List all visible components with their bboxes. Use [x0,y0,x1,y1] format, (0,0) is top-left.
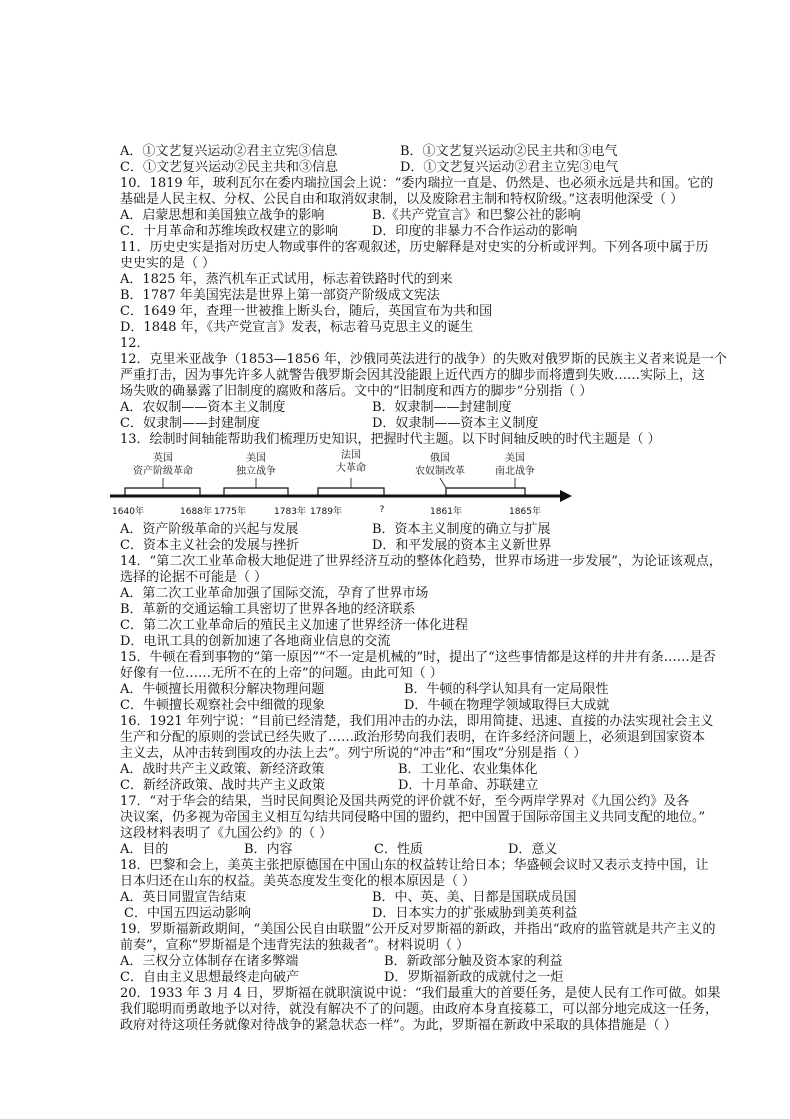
q19-stem-line: 19．罗斯福新政期间，“美国公民自由联盟”公开反对罗斯福的新政，并指出“政府的监管就是共产主义的 [120,922,716,937]
q11-option-a: A．1825 年，蒸汽机车正式试用，标志着铁路时代的到来 [120,272,453,287]
q14-option-c: C．第二次工业革命后的殖民主义加速了世界经济一体化进程 [120,618,468,633]
q17-option-b: B．内容 [244,842,293,857]
q17-stem-line: 17．“对于华会的结果，当时民间舆论及国共两党的评价就不好，至今两岸学界对《九国公约》及各 [120,794,690,809]
event-label-name: 独立战争 [236,466,276,477]
q11-option-c: C．1649 年，查理一世被推上断头台，随后，英国宣布为共和国 [120,304,493,319]
q12-stem-line: 场失败的确暴露了旧制度的腐败和落后。文中的“旧制度和西方的脚步”分别指（ ） [120,384,593,399]
tick-label: 1783年 [274,507,306,517]
q15-option-c: C．牛顿擅长观察社会中细微的现象 [120,698,325,713]
bracket-russia-reform [446,488,525,496]
q10-stem-line: 10．1819 年，玻利瓦尔在委内瑞拉国会上说：“委内瑞拉一直是、仍然是、也必须永远是共和国。它的 [120,176,714,191]
q17-stem-line: 这段材料表明了《九国公约》的（ ） [120,826,333,841]
tick-label: 1865年 [509,507,541,517]
timeline-arrow-icon [560,490,572,502]
q14-option-d: D．电讯工具的创新加速了各地商业信息的交流 [120,634,391,649]
q13-option-b: B．资本主义制度的确立与扩展 [372,522,551,537]
q15-option-b: B．牛顿的科学认知具有一定局限性 [404,682,609,697]
q9-option-a: A．①文艺复兴运动②君主立宪③信息 [120,144,338,159]
q18-option-b: B．中、英、美、日都是国联成员国 [372,890,577,905]
q17-option-c: C．性质 [374,842,423,857]
q11-option-d: D．1848 年，《共产党宣言》发表，标志着马克思主义的诞生 [120,320,474,335]
q19-option-c: C．自由主义思想最终走向破产 [120,970,299,985]
q14-stem-line: 选择的论据不可能是（ ） [120,570,268,585]
q10-stem-line: 基础是人民主权、分权、公民自由和取消奴隶制，以及废除君主制和特权阶级。”这表明他深受（ ） [120,192,684,207]
q14-option-b: B．革新的交通运输工具密切了世界各地的经济联系 [120,602,416,617]
q12-stem-line: 严重打击，因为事先许多人就警告俄罗斯会因其没能跟上近代西方的脚步而将遭到失败……实际上，这 [120,368,706,383]
q15-stem-line: 15．牛顿在看到事物的“第一原因”“不一定是机械的”时，提出了“这些事情都是这样的井井有条……是否 [120,650,716,665]
q16-option-b: B．工业化、农业集体化 [398,762,538,777]
q14-option-a: A．第二次工业革命加强了国际交流，孕育了世界市场 [120,586,429,601]
bracket-english-revolution [125,488,200,496]
q10-option-c: C．十月革命和苏维埃政权建立的影响 [120,224,338,239]
q16-stem-line: 生产和分配的原则的尝试已经失败了……政治形势向我们表明，在许多经济问题上，必须退到国家资本 [120,730,706,745]
q15-option-a: A．牛顿擅长用微积分解决物理问题 [120,682,325,697]
tick-label: 1640年 [112,507,144,517]
event-label-country: 美国 [246,453,266,464]
q16-option-c: C．新经济政策、战时共产主义政策 [120,778,325,793]
q13-option-c: C．资本主义社会的发展与挫折 [120,538,299,553]
event-label-country: 美国 [505,453,525,464]
q19-option-b: B．新政部分触及资本家的利益 [384,954,563,969]
q12-option-a: A．农奴制——资本主义制度 [120,400,286,415]
q18-stem-line: 日本归还在山东的权益。美英态度发生变化的根本原因是（ ） [120,874,476,889]
q10-option-a: A．启蒙思想和美国独立战争的影响 [120,208,325,223]
q17-option-a: A．目的 [120,842,169,857]
q20-stem-line: 政府对待这项任务就像对待战争的紧急状态一样”。为此，罗斯福在新政中采取的具体措施是（ ） [120,1018,677,1033]
q11-option-b: B．1787 年美国宪法是世界上第一部资产阶级成文宪法 [120,288,440,303]
q9-option-d: D．①文艺复兴运动②君主立宪③电气 [400,160,619,175]
q10-option-d: D．印度的非暴力不合作运动的影响 [372,224,578,239]
event-label-name: 大革命 [336,463,366,474]
q17-option-d: D．意义 [508,842,558,857]
q12-stem-line: 12．克里米亚战争（1853—1856 年，沙俄同英法进行的战争）的失败对俄罗斯的民族主义者来说是一个 [120,352,727,367]
q14-stem-line: 14．“第二次工业革命极大地促进了世界经济互动的整体化趋势，世界市场进一步发展”，为论证该观点， [120,554,722,569]
q18-stem-line: 18．巴黎和会上，美英主张把原德国在中国山东的权益转让给日本；华盛顿会议时又表示支持中国，让 [120,858,709,873]
tick-label: 1789年 [310,507,342,517]
q11-stem-line: 11．历史史实是指对历史人物或事件的客观叙述，历史解释是对史实的分析或评判。下列各项中属于历 [120,240,709,255]
bracket-french-revolution [318,488,384,496]
event-label-name: 南北战争 [495,466,535,477]
event-label-country: 法国 [341,450,361,461]
event-label-name: 资产阶级革命 [133,466,193,477]
tick-label: 1861年 [430,507,462,517]
q15-stem-line: 好像有一位……无所不在的上帝”的问题。由此可知（ ） [120,666,443,681]
q13-option-a: A．资产阶级革命的兴起与发展 [120,522,299,537]
q18-option-c: C．中国五四运动影响 [124,906,251,921]
q19-option-a: A．三权分立体制存在诸多弊端 [120,954,299,969]
q16-option-d: D．十月革命、苏联建立 [398,778,539,793]
tick-label: ? [379,505,385,515]
q20-stem-line: 20．1933 年 3 月 4 日，罗斯福在就职演说中说：“我们最重大的首要任务，是使人民有工作可做。如果 [120,986,721,1001]
event-label-country: 英国 [153,453,173,464]
q16-stem-line: 16．1921 年列宁说：“目前已经清楚，我们用冲击的办法，即用简捷、迅速、直接的办法实现社会主义 [120,714,714,729]
q12-option-b: B．奴隶制——封建制度 [372,400,512,415]
q12-option-c: C．奴隶制——封建制度 [120,416,260,431]
q16-option-a: A．战时共产主义政策、新经济政策 [120,762,325,777]
q11-stem-line: 史史实的是（ ） [120,256,216,271]
q16-stem-line: 主义去，从冲击转到围攻的办法上去”。列宁所说的“冲击”和“围攻”分别是指（ ） [120,746,587,761]
q13-stem: 13．绘制时间轴能帮助我们梳理历史知识，把握时代主题。以下时间轴反映的时代主题是（ ） [120,432,661,447]
event-label-country: 俄国 [430,453,450,464]
q10-option-b: B.《共产党宣言》和巴黎公社的影响 [372,208,581,223]
q12-option-d: D．奴隶制——资本主义制度 [372,416,539,431]
q9-option-b: B．①文艺复兴运动②民主共和③电气 [400,144,618,159]
q19-stem-line: 前奏”，宣称“罗斯福是个违背宪法的独裁者”。材料说明（ ） [120,938,470,953]
q20-stem-line: 我们聪明而勇敢地予以对待，就没有解决不了的问题。由政府本身直接募工，可以部分地完成这一任务， [120,1002,719,1017]
q18-option-d: D．日本实力的扩张威胁到美英利益 [372,906,578,921]
tick-label: 1775年 [214,507,246,517]
event-label-name: 农奴制改革 [415,466,465,477]
q15-option-d: D．牛顿在物理学领域取得巨大成就 [404,698,610,713]
q9-option-c: C．①文艺复兴运动②民主共和③信息 [120,160,338,175]
stray-number: 12． [120,336,150,351]
q19-option-d: D．罗斯福新政的成就付之一炬 [384,970,564,985]
q18-option-a: A．英日同盟宣告结束 [120,890,247,905]
tick-label: 1688年 [180,507,212,517]
q17-stem-line: 决议案，仍多视为帝国主义相互勾结共同侵略中国的盟约，把中国置于国际帝国主义共同支配的地位。” [120,810,706,825]
q13-option-d: D．和平发展的资本主义新世界 [372,538,552,553]
bracket-american-independence [224,488,288,496]
